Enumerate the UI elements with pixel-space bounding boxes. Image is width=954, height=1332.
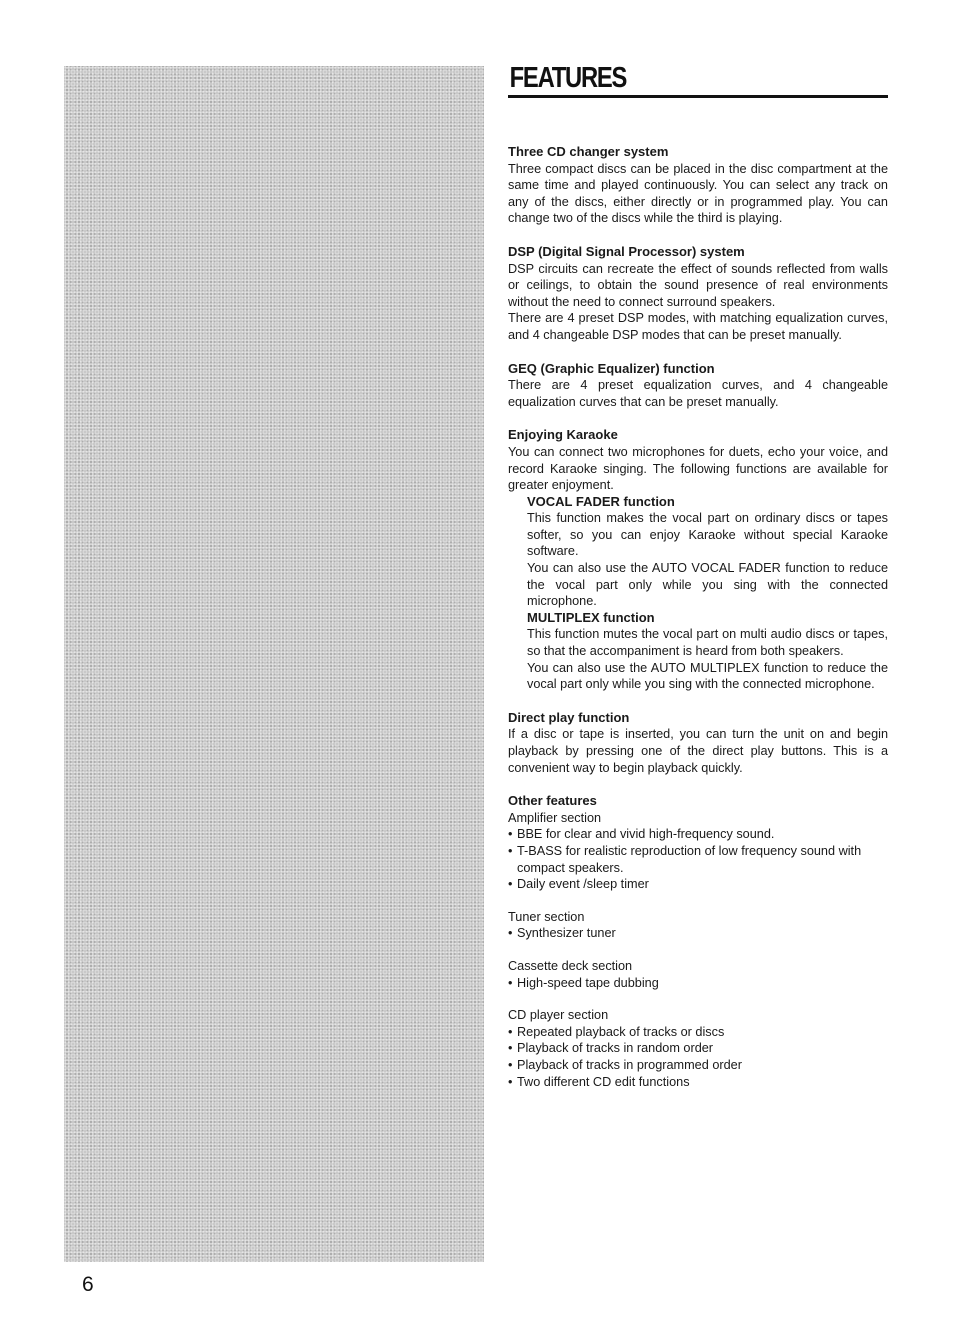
page-title: FEATURES	[509, 62, 627, 94]
section-heading: Enjoying Karaoke	[508, 427, 618, 443]
paragraph: DSP circuits can recreate the effect of sounds reflected from walls or ceilings, to obtain the sound presence of real environments without the need to connect surround speakers.	[508, 261, 888, 309]
list-item: • Playback of tracks in programmed order	[508, 1057, 888, 1074]
list-item: • T-BASS for realistic reproduction of low frequency sound with compact speakers.	[508, 843, 888, 876]
subsection-heading: MULTIPLEX function	[527, 609, 655, 625]
section-heading: GEQ (Graphic Equalizer) function	[508, 360, 715, 376]
list-item: • Playback of tracks in random order	[508, 1040, 888, 1057]
title-rule	[508, 95, 888, 98]
group-tuner	[508, 909, 888, 942]
group-label: Tuner section	[508, 909, 585, 924]
section-geq	[508, 361, 888, 411]
paragraph: This function mutes the vocal part on multi audio discs or tapes, so that the accompaniment is heard from both speakers.	[527, 627, 888, 659]
group-amplifier	[508, 810, 888, 893]
paragraph: There are 4 preset equalization curves, and 4 changeable equalization curves that can be preset manually.	[508, 378, 888, 409]
group-label: CD player section	[508, 1008, 609, 1023]
decorative-gray-panel	[64, 66, 484, 1262]
list-item: • High-speed tape dubbing	[508, 975, 888, 992]
bullet-list	[508, 925, 888, 942]
subsection-heading: VOCAL FADER function	[527, 493, 675, 509]
list-item: • Two different CD edit functions	[508, 1074, 888, 1091]
paragraph: If a disc or tape is inserted, you can turn the unit on and begin playback by pressing one of the direct play buttons. This is a convenient way to begin playback quickly.	[508, 727, 888, 775]
subsection-vocal-fader	[508, 494, 888, 610]
bullet-list	[508, 1024, 888, 1090]
section-heading: Three CD changer system	[508, 144, 669, 159]
paragraph: There are 4 preset DSP modes, with matching equalization curves, and 4 changeable DSP modes that can be preset manually.	[508, 311, 888, 342]
section-heading: Other features	[508, 793, 597, 809]
section-three-cd-changer	[508, 144, 888, 227]
paragraph: You can connect two microphones for duets, echo your voice, and record Karaoke singing. The following functions are available for greater enjoyment.	[508, 444, 888, 493]
section-heading: DSP (Digital Signal Processor) system	[508, 243, 745, 259]
section-direct-play	[508, 710, 888, 776]
paragraph: Three compact discs can be placed in the disc compartment at the same time and played continuously. You can select any track on any of the discs, either directly or in programmed play. You can change two of the discs while the third is playing.	[508, 161, 888, 226]
paragraph: You can also use the AUTO MULTIPLEX function to reduce the vocal part only while you sing with the connected microphone.	[527, 660, 888, 692]
bullet-list	[508, 826, 888, 892]
group-label: Cassette deck section	[508, 958, 633, 973]
list-item: • Daily event /sleep timer	[508, 876, 888, 893]
group-label: Amplifier section	[508, 810, 602, 825]
section-heading: Direct play function	[508, 709, 630, 725]
list-item: • BBE for clear and vivid high-frequency sound.	[508, 826, 888, 843]
section-karaoke	[508, 427, 888, 693]
features-content	[508, 62, 888, 1090]
list-item: • Repeated playback of tracks or discs	[508, 1024, 888, 1041]
paragraph: This function makes the vocal part on ordinary discs or tapes softer, so you can enjoy Karaoke without special Karaoke software.	[527, 511, 888, 559]
group-cassette	[508, 958, 888, 991]
section-other-features	[508, 793, 888, 1090]
paragraph: You can also use the AUTO VOCAL FADER function to reduce the vocal part only while you sing with the connected microphone.	[527, 561, 888, 609]
bullet-list	[508, 975, 888, 992]
section-dsp	[508, 244, 888, 344]
subsection-multiplex	[508, 610, 888, 693]
list-item: • Synthesizer tuner	[508, 925, 888, 942]
group-cd-player	[508, 1007, 888, 1090]
page-number: 6	[82, 1273, 94, 1296]
